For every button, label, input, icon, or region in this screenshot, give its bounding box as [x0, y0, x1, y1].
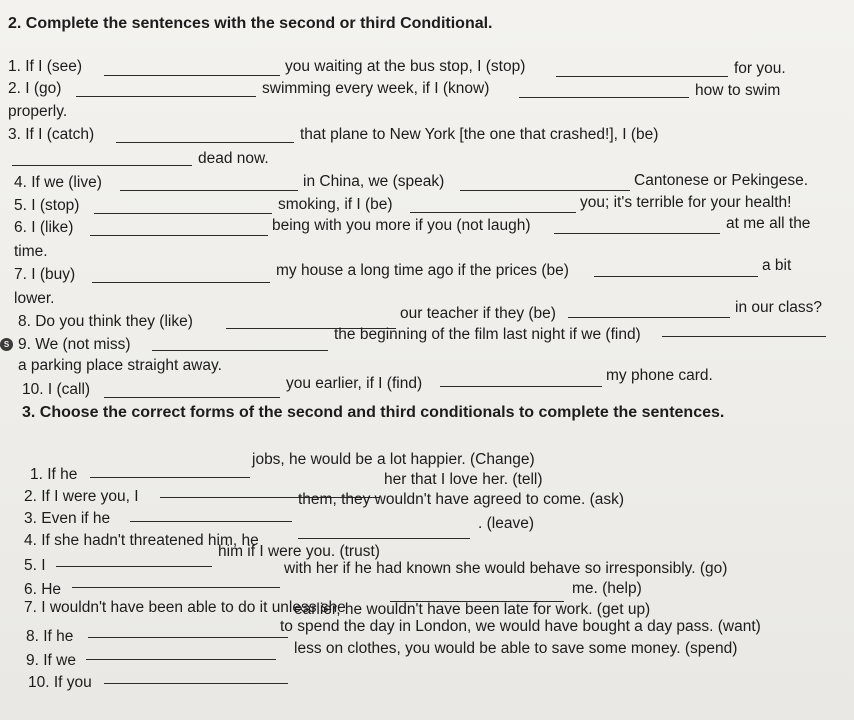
s3-item1-blank[interactable]: [90, 477, 250, 478]
s3-item2-part1: 2. If I were you, I: [24, 488, 139, 505]
s2-item5-part3: you; it's terrible for your health!: [580, 194, 792, 211]
section2-heading: 2. Complete the sentences with the second or third Conditional.: [8, 15, 493, 32]
s3-item10-part2: less on clothes, you would be able to save some money. (spend): [294, 640, 738, 657]
s2-item8-blank2[interactable]: [568, 317, 730, 318]
s2-item3-part1: 3. If I (catch): [8, 126, 95, 143]
s2-item10-part1: 10. I (call): [22, 381, 91, 398]
s2-item9-part2: the beginning of the film last night if we (find): [334, 326, 641, 343]
s2-item2-continuation: properly.: [8, 103, 68, 120]
s3-item5-part1: 5. I: [24, 557, 46, 574]
s2-item2-part2: swimming every week, if I (know): [262, 80, 490, 97]
s2-item9-blank2[interactable]: [662, 336, 826, 337]
s2-item7-continuation: lower.: [14, 290, 55, 307]
s2-item1-part1: 1. If I (see): [8, 58, 83, 75]
page-marker-icon: S: [0, 338, 13, 351]
s3-item9-part1: 9. If we: [26, 652, 76, 669]
s2-item2-part3: how to swim: [695, 82, 781, 99]
s2-item7-blank2[interactable]: [594, 276, 758, 277]
s2-item7-part2: my house a long time ago if the prices (be): [276, 262, 569, 279]
s2-item2-part1: 2. I (go): [8, 80, 62, 97]
s3-item3-part2: them, they wouldn't have agreed to come. (ask): [298, 491, 625, 508]
s2-item7-blank1[interactable]: [92, 282, 270, 283]
s2-item5-blank1[interactable]: [94, 213, 272, 214]
s3-item5-part2: him if I were you. (trust): [218, 543, 380, 560]
s2-item6-blank1[interactable]: [90, 235, 268, 236]
s3-item10-part1: 10. If you: [28, 674, 92, 691]
s2-item6-part2: being with you more if you (not laugh): [272, 217, 531, 234]
s2-item8-part3: in our class?: [735, 299, 823, 316]
s2-item4-blank1[interactable]: [120, 190, 298, 191]
s3-item6-part2: with her if he had known she would behave so irresponsibly. (go): [284, 560, 728, 577]
s3-item8-part1: 8. If he: [26, 628, 74, 645]
s2-item7-part3: a bit: [762, 257, 792, 274]
s3-item9-part2: to spend the day in London, we would have bought a day pass. (want): [280, 618, 761, 635]
s3-item3-blank[interactable]: [130, 521, 292, 522]
s2-item1-blank2[interactable]: [556, 76, 728, 77]
s2-item2-blank1[interactable]: [76, 96, 256, 97]
s2-item10-blank2[interactable]: [440, 386, 602, 387]
s3-item9-blank[interactable]: [86, 659, 276, 660]
s2-item8-part2: our teacher if they (be): [400, 305, 556, 322]
s2-item10-blank1[interactable]: [104, 397, 280, 398]
s2-item3-part2: that plane to New York [the one that crashed!], I (be): [300, 126, 659, 143]
s3-item10-blank[interactable]: [104, 683, 288, 684]
s2-item4-part1: 4. If we (live): [14, 174, 102, 191]
s2-item10-part3: my phone card.: [606, 367, 713, 384]
s2-item6-part1: 6. I (like): [14, 219, 74, 236]
s2-item1-blank1[interactable]: [104, 75, 280, 76]
section3-heading: 3. Choose the correct forms of the second and third conditionals to complete the sentences.: [22, 404, 725, 421]
s2-item5-part1: 5. I (stop): [14, 197, 80, 214]
s3-item1-part1: 1. If he: [30, 466, 78, 483]
s2-item9-continuation: a parking place straight away.: [18, 357, 222, 374]
s3-item6-part1: 6. He: [24, 581, 62, 598]
s3-item7-part2: me. (help): [572, 580, 642, 597]
s3-item3-part1: 3. Even if he: [24, 510, 111, 527]
s2-item6-part3: at me all the: [726, 215, 811, 232]
s2-item2-blank2[interactable]: [519, 97, 689, 98]
s3-item5-blank[interactable]: [56, 566, 212, 567]
s2-item3-continuation: dead now.: [198, 150, 269, 167]
s2-item8-part1: 8. Do you think they (like): [18, 313, 193, 330]
s3-item7-part1: 7. I wouldn't have been able to do it unless she: [24, 599, 346, 616]
s2-item1-part3: for you.: [734, 60, 786, 77]
s2-item3-blank1[interactable]: [116, 142, 294, 143]
s2-item4-part2: in China, we (speak): [303, 173, 445, 190]
s2-item6-blank2[interactable]: [554, 233, 720, 234]
s2-item6-continuation: time.: [14, 243, 48, 260]
s2-item4-blank2[interactable]: [460, 190, 630, 191]
s3-item4-part1: 4. If she hadn't threatened him, he: [24, 532, 259, 549]
s3-item4-part2: . (leave): [478, 515, 534, 532]
s2-item9-blank1[interactable]: [152, 350, 328, 351]
s3-item8-blank[interactable]: [88, 637, 288, 638]
s3-item4-blank[interactable]: [298, 538, 470, 539]
s2-item5-blank2[interactable]: [410, 212, 576, 213]
s2-item1-part2: you waiting at the bus stop, I (stop): [285, 58, 526, 75]
s3-item6-blank[interactable]: [72, 587, 280, 588]
s2-item5-part2: smoking, if I (be): [278, 196, 393, 213]
s2-item10-part2: you earlier, if I (find): [286, 375, 423, 392]
s2-item9-part1: 9. We (not miss): [18, 336, 131, 353]
s2-item7-part1: 7. I (buy): [14, 266, 76, 283]
s3-item2-part2: her that I love her. (tell): [384, 471, 543, 488]
s2-item3-blank2[interactable]: [12, 165, 192, 166]
s3-item8-part2: earlier, he wouldn't have been late for work. (get up): [294, 601, 651, 618]
s3-item1-part2: jobs, he would be a lot happier. (Change): [252, 451, 535, 468]
s2-item4-part3: Cantonese or Pekingese.: [634, 172, 809, 189]
